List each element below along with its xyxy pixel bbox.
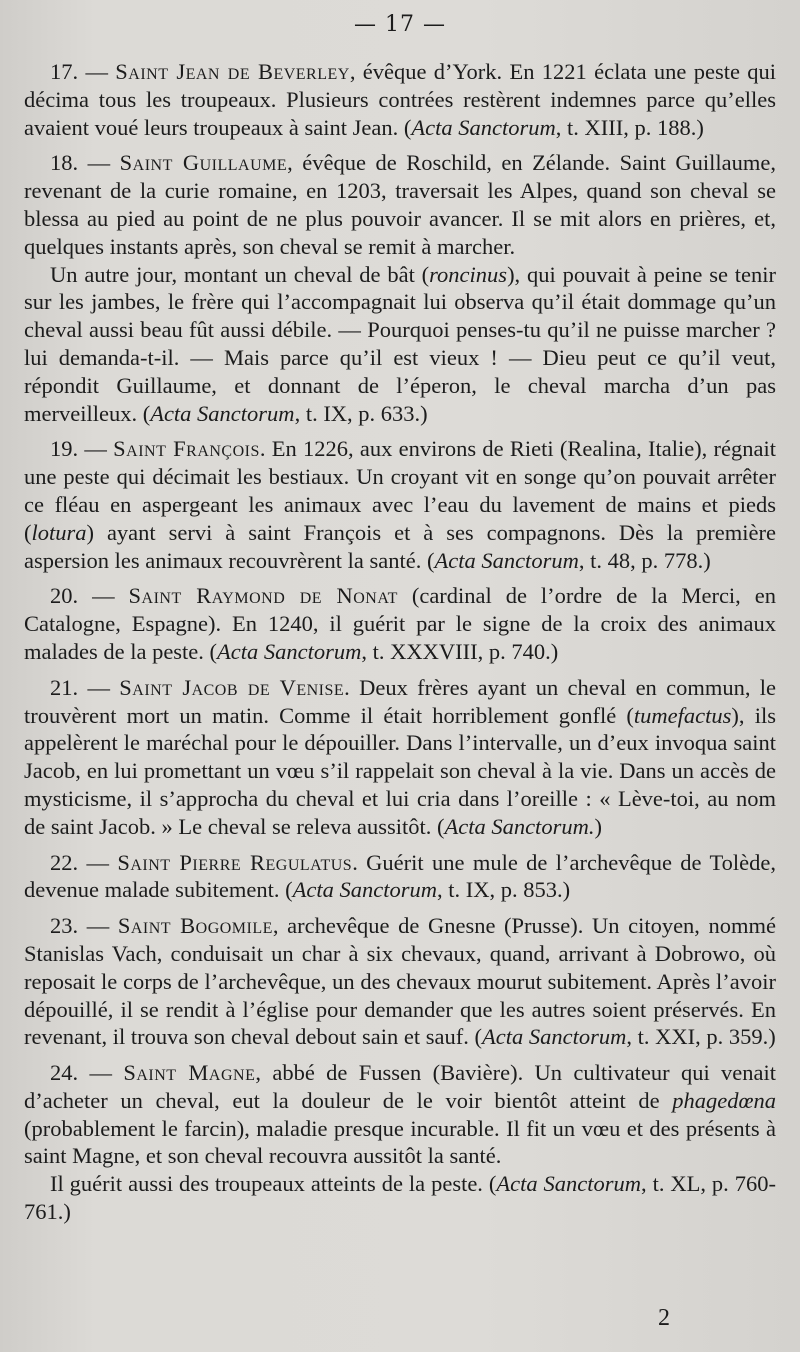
entry-text: , évêque de Roschild, en Zélande. Saint Guillaume, revenant de la curie romaine, en 1203, traversait les Alpes, quand son cheval se blessa au pied au point de ne plus pouvoir avancer. Il se mit alors en prières, et, quelques instants après, son cheval se remit à marcher. (24, 150, 776, 259)
entry-24 (24, 1059, 776, 1170)
entry-number: 18. — (50, 150, 111, 176)
reference: Acta Sanctorum. (444, 813, 595, 839)
entry-text: , archevêque de Gnesne (Prusse). Un citoyen, nommé Stanislas Vach, conduisait un char à six chevaux, quand, arrivant à Dobrowo, où reposait le corps de l’archevêque, un des chevaux mourut subitement. Après l’avoir dépouillé, il se rendit à l’église pour demander que les autres soient préservés. En revenant, il trouva son cheval debout sain et sauf. ( (24, 913, 777, 1050)
reference: Acta Sanctorum (481, 1024, 627, 1050)
entry-text: , t. XL, p. 760-761.) (24, 1171, 776, 1225)
entry-19 (24, 435, 776, 574)
entry-text: . En 1226, aux environs de Rieti (Realina, Italie), régnait une peste qui décimait les bestiaux. Un croyant vit en songe qu’on pouvait arrêter ce fléau en aspergeant les animaux avec l’eau du lavement de mains et pieds ( (24, 436, 777, 545)
latin-term: roncinus (429, 261, 508, 287)
saint-name: Saint François (113, 436, 260, 462)
entry-text: . Deux frères ayant un cheval en commun, le trouvèrent mort un matin. Comme il était horriblement gonflé ( (24, 674, 777, 728)
entry-text: ) (594, 813, 602, 839)
entry-text: , t. 48, p. 778.) (578, 547, 711, 573)
entry-text: , t. IX, p. 633.) (294, 400, 428, 426)
saint-name: Saint Bogomile (117, 913, 273, 939)
entry-text: ) ayant servi à saint François et à ses compagnons. Dès la première aspersion les animaux recouvrèrent la santé. ( (24, 519, 776, 573)
page-folio: — 17 — (354, 12, 446, 37)
entry-number: 17. — (50, 59, 108, 84)
entry-text: , évêque d’York. En 1221 éclata une peste qui décima tous les troupeaux. Plusieurs contrées restèrent indemnes parce qu’elles avaient voué leurs troupeaux à saint Jean. ( (24, 59, 777, 140)
entry-text: , t. XXI, p. 359.) (626, 1024, 776, 1050)
entry-number: 19. — (50, 436, 107, 462)
entry-text: ), ils appelèrent le maréchal pour le dépouiller. Dans l’intervalle, un d’eux invoqua saint Jacob, en lui promettant un vœu s’il rappelait son cheval à la vie. Dans un accès de mysticisme, il s’approcha du cheval et lui cria dans l’oreille : « Lève-toi, au nom de saint Jacob. » Le cheval se releva aussitôt. ( (24, 702, 776, 839)
entry-number: 22. — (50, 849, 109, 875)
entry-text: Il guérit aussi des troupeaux atteints de la peste. ( (50, 1171, 497, 1197)
reference: Acta Sanctorum (150, 400, 295, 426)
entry-18-continued (24, 261, 776, 428)
saint-name: Saint Raymond de Nonat (128, 583, 398, 609)
reference: Acta Sanctorum (411, 114, 556, 140)
entry-text: ), qui pouvait à peine se tenir sur les jambes, le frère qui l’accompagnait lui observa qu’il était dommage qu’un cheval aussi beau fût aussi débile. — Pourquoi penses-tu qu’il ne puisse marcher ? lui demanda-t-il. — Mais parce qu’il est vieux ! — Dieu peut ce qu’il veut, répondit Guillaume, et donnant de l’éperon, le cheval marcha d’un pas merveilleux. ( (24, 261, 777, 426)
latin-term: tumefactus (633, 702, 732, 728)
entry-18 (24, 149, 776, 260)
saint-name: Saint Pierre Regulatus (117, 849, 353, 875)
reference: Acta Sanctorum (292, 877, 438, 903)
entry-number: 23. — (50, 913, 110, 939)
entry-text: , t. IX, p. 853.) (437, 877, 571, 903)
saint-name: Saint Guillaume (119, 150, 288, 176)
page-body (24, 58, 776, 1234)
entry-text: , abbé de Fussen (Bavière). Un cultivateur qui venait d’acheter un cheval, eut la douleur de le voir bientôt atteint de (24, 1060, 777, 1113)
entry-text: . Guérit une mule de l’archevêque de Tolède, devenue malade subitement. ( (24, 849, 777, 903)
latin-term: lotura (31, 519, 87, 545)
entry-text: Un autre jour, montant un cheval de bât ( (50, 261, 430, 287)
entry-text: , t. XXXVIII, p. 740.) (361, 638, 559, 664)
saint-name: Saint Jacob de Venise (119, 674, 345, 700)
entry-number: 21. — (50, 674, 110, 700)
entry-number: 20. — (50, 583, 115, 609)
reference: Acta Sanctorum (434, 547, 579, 573)
signature-mark: 2 (658, 1305, 670, 1331)
entry-number: 24. — (50, 1060, 112, 1086)
entry-23 (24, 912, 776, 1051)
saint-name: Saint Magne (123, 1060, 256, 1086)
reference: Acta Sanctorum (217, 638, 362, 664)
entry-22 (24, 849, 776, 905)
saint-name: Saint Jean de Beverley (115, 59, 350, 84)
entry-24-continued (24, 1170, 776, 1226)
reference: Acta Sanctorum (496, 1171, 642, 1197)
entry-text: , t. XIII, p. 188.) (555, 114, 704, 140)
entry-text: (cardinal de l’ordre de la Merci, en Catalogne, Espagne). En 1240, il guérit par le signe de la croix des animaux malades de la peste. ( (24, 583, 776, 664)
entry-text: (probablement le farcin), maladie presque incurable. Il fit un vœu et des présents à saint Magne, et son cheval recouvra aussitôt la santé. (24, 1115, 776, 1169)
entry-21 (24, 674, 776, 841)
entry-20 (24, 582, 776, 665)
entry-17 (24, 58, 776, 141)
latin-term: phagedœna (672, 1087, 776, 1113)
